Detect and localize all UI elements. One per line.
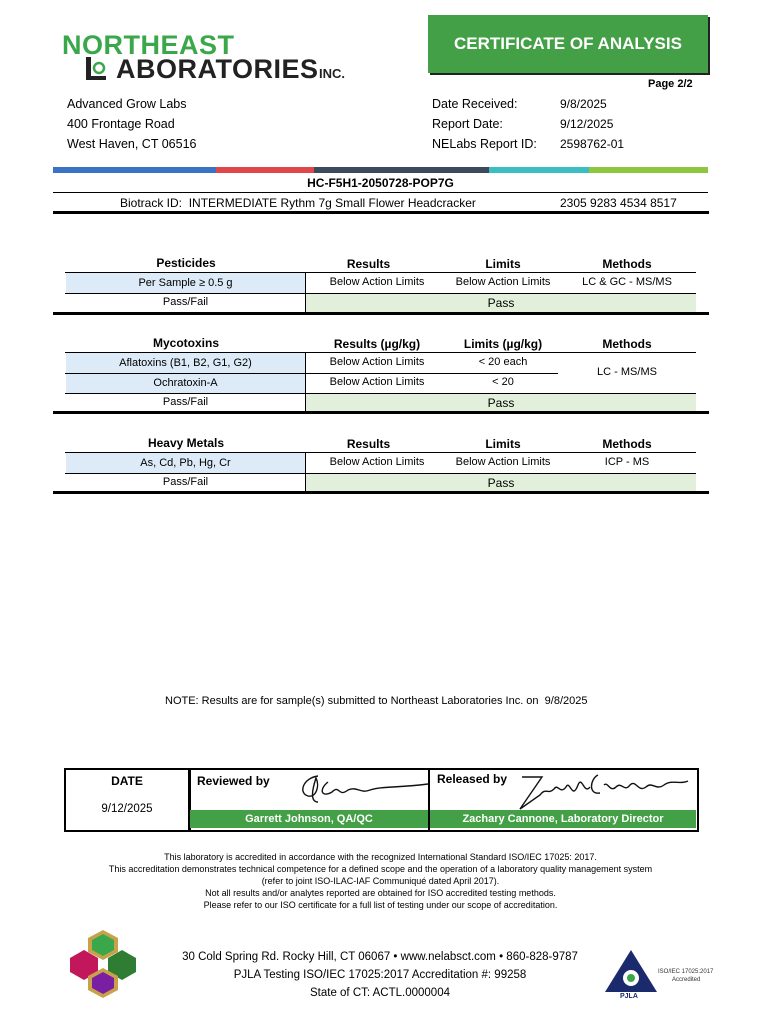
mycotoxins-row2-result: Below Action Limits (329, 376, 425, 388)
footer-address: 30 Cold Spring Rd. Rocky Hill, CT 06067 • www.nelabsct.com • 860-828-9787 (182, 951, 578, 963)
iso-badge-line1: ISO/IEC 17025:2017 (658, 969, 714, 975)
pesticides-row-result: Below Action Limits (329, 276, 425, 288)
section-rule (53, 411, 709, 414)
report-id-label: NELabs Report ID: (432, 137, 537, 151)
accreditation-line5: Please refer to our ISO certificate for a full list of testing under our scope of accreditation. (203, 900, 558, 910)
heavy-metals-row-method: ICP - MS (604, 456, 650, 468)
accreditation-line1: This laboratory is accredited in accordance with the recognized International Standard ISO/IEC 17025: 2017. (164, 852, 597, 862)
sample-id: HC-F5H1-2050728-POP7G (307, 176, 454, 190)
reviewer-name: Garrett Johnson, QA/QC (190, 810, 428, 828)
releaser-signature-icon (512, 765, 692, 813)
section-rule (53, 491, 709, 494)
logo-flask-icon (84, 55, 108, 81)
pesticides-row-label: Per Sample ≥ 0.5 g (66, 273, 305, 293)
accreditation-line3: (refer to joint ISO-ILAC-IAF Communiqué dated April 2017). (261, 876, 500, 886)
mycotoxins-passfail-label: Pass/Fail (162, 396, 209, 408)
mycotoxins-row1-result: Below Action Limits (329, 356, 425, 368)
date-received-value: 9/8/2025 (560, 97, 607, 111)
mycotoxins-method: LC - MS/MS (597, 366, 657, 378)
mycotoxins-title: Mycotoxins (152, 336, 219, 350)
reviewer-signature-icon (288, 768, 433, 808)
note-date: 9/8/2025 (544, 695, 588, 707)
mycotoxins-limits-header: Limits (µg/kg) (463, 337, 543, 351)
biotrack-label: Biotrack ID: (120, 196, 183, 210)
client-name: Advanced Grow Labs (67, 97, 187, 111)
logo-laboratories: ABORATORIES (116, 54, 319, 84)
heavy-metals-passfail-value: Pass (306, 474, 696, 492)
mycotoxins-passfail-value: Pass (306, 394, 696, 412)
report-date-label: Report Date: (432, 117, 503, 131)
client-city: West Haven, CT 06516 (67, 137, 197, 151)
mycotoxins-methods-header: Methods (602, 337, 652, 351)
heavy-metals-title: Heavy Metals (147, 436, 225, 450)
heavy-metals-results-header: Results (346, 437, 391, 451)
heavy-metals-limits-header: Limits (485, 437, 521, 451)
heavy-metals-passfail-label: Pass/Fail (162, 476, 209, 488)
footer-state: State of CT: ACTL.0000004 (309, 987, 450, 999)
report-date-value: 9/12/2025 (560, 117, 614, 131)
pesticides-passfail-value: Pass (306, 294, 696, 313)
reviewed-by-label: Reviewed by (197, 774, 270, 788)
note-text: NOTE: Results are for sample(s) submitted to Northeast Laboratories Inc. on (165, 695, 539, 707)
mycotoxins-row1-limit: < 20 each (478, 356, 528, 368)
pjla-logo-text: PJLA (620, 993, 638, 1000)
pesticides-row-method: LC & GC - MS/MS (582, 276, 672, 288)
color-stripe (53, 167, 708, 173)
certificate-banner: CERTIFICATE OF ANALYSIS (428, 15, 708, 73)
sig-date-value: 9/12/2025 (101, 803, 153, 815)
accreditation-line4: Not all results and/or analytes reported are obtained for ISO accredited testing methods. (205, 888, 556, 898)
date-received-label: Date Received: (432, 97, 518, 111)
section-rule (53, 211, 709, 214)
logo-northeast: NORTHEAST (62, 30, 235, 60)
iso-badge-line2: Accredited (672, 977, 701, 983)
client-street: 400 Frontage Road (67, 117, 175, 131)
releaser-name: Zachary Cannone, Laboratory Director (430, 810, 696, 828)
heavy-metals-row-label: As, Cd, Pb, Hg, Cr (66, 453, 305, 473)
mycotoxins-row2-limit: < 20 (492, 376, 514, 388)
logo-inc: INC. (319, 66, 345, 81)
mycotoxins-row1-label: Aflatoxins (B1, B2, G1, G2) (66, 353, 305, 373)
divider (53, 192, 708, 193)
sig-date-label: DATE (111, 774, 143, 788)
footer-pjla: PJLA Testing ISO/IEC 17025:2017 Accreditation #: 99258 (233, 969, 527, 981)
pesticides-methods-header: Methods (602, 257, 652, 271)
sample-description: INTERMEDIATE Rythm 7g Small Flower Headcracker (188, 196, 476, 210)
heavy-metals-row-result: Below Action Limits (329, 456, 425, 468)
pesticides-results-header: Results (346, 257, 391, 271)
pesticides-title: Pesticides (156, 256, 216, 270)
pesticides-row-limit: Below Action Limits (455, 276, 551, 288)
heavy-metals-methods-header: Methods (602, 437, 652, 451)
section-rule (53, 312, 709, 315)
mycotoxins-results-header: Results (µg/kg) (333, 337, 421, 351)
certification-badges-icon (68, 928, 138, 1000)
released-by-label: Released by (437, 772, 508, 786)
report-id-value: 2598762-01 (560, 137, 625, 151)
mycotoxins-row2-label: Ochratoxin-A (66, 374, 305, 393)
accreditation-line2: This accreditation demonstrates technical competence for a defined scope and the operation of a laboratory quality management system (108, 864, 653, 874)
pesticides-passfail-label: Pass/Fail (162, 296, 209, 308)
results-note (165, 695, 588, 707)
biotrack-line (120, 196, 476, 210)
page-number: Page 2/2 (648, 78, 693, 90)
pesticides-limits-header: Limits (485, 257, 521, 271)
biotrack-number: 2305 9283 4534 8517 (560, 196, 677, 210)
heavy-metals-row-limit: Below Action Limits (455, 456, 551, 468)
